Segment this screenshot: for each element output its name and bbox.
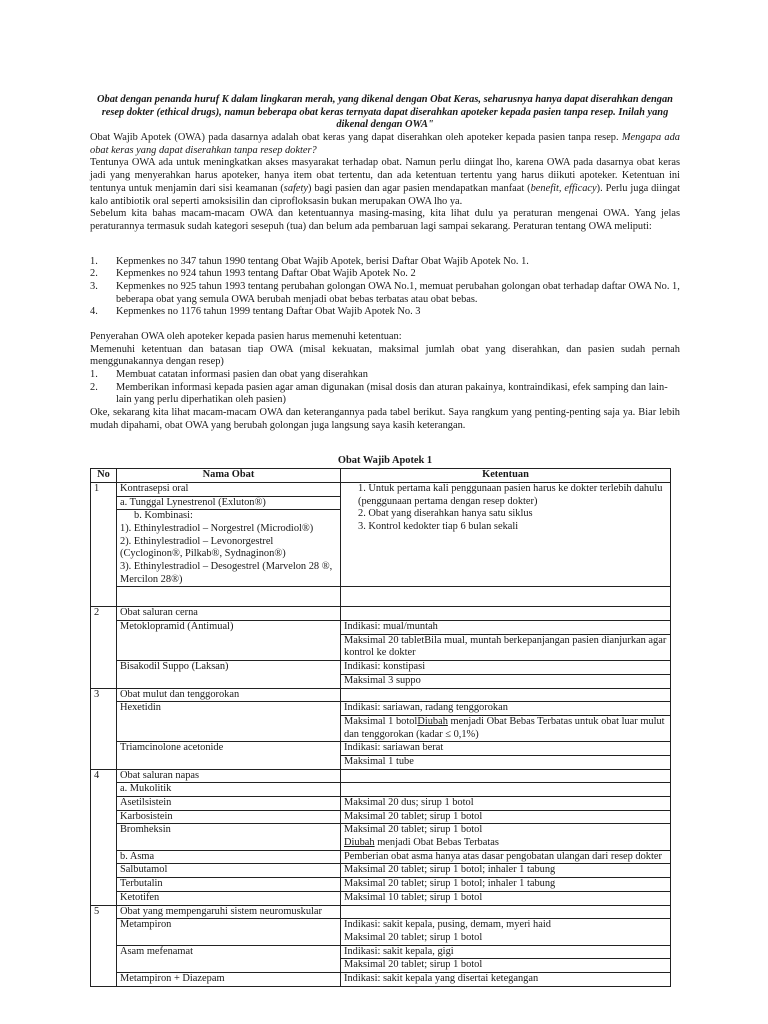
drug-rules: Indikasi: sakit kepala yang disertai ketegangan xyxy=(341,972,671,986)
penyerahan-item xyxy=(90,369,680,382)
kepmenkes-item xyxy=(90,256,680,269)
intro-p1-question: Mengapa ada obat keras yang dapat diserahkan tanpa resep dokter? xyxy=(90,132,680,156)
table-row xyxy=(91,891,671,905)
table-row xyxy=(91,769,671,783)
drug-rules: Maksimal 20 tablet; sirup 1 botol; inhaler 1 tabung xyxy=(341,878,671,892)
header-no: No xyxy=(91,469,117,483)
table-row xyxy=(91,742,671,769)
intro-p1-text: Obat Wajib Apotek (OWA) pada dasarnya adalah obat keras yang dapat diserahkan oleh apoteker kepada pasien tanpa resep. xyxy=(90,132,622,144)
list-number: 2. xyxy=(90,381,98,393)
drug-name: a. Tunggal Lynestrenol (Exluton®) xyxy=(117,497,340,511)
rule-text: Maksimal 1 tube xyxy=(344,755,414,767)
drug-name: 2). Ethinylestradiol – Levonorgestrel (Cycloginon®, Pilkab®, Sydnaginon®) xyxy=(120,535,286,560)
rule-text-part: menjadi Obat Bebas Terbatas untuk obat luar mulut dan tenggorokan (kadar ≤ 0,1%) xyxy=(344,715,665,740)
table-row xyxy=(91,878,671,892)
drug-name: Hexetidin xyxy=(117,702,341,742)
rule-underlined: Diubah xyxy=(344,837,375,849)
list-number: 1. xyxy=(90,255,98,267)
drug-rules: Maksimal 10 tablet; sirup 1 botol xyxy=(341,891,671,905)
row-number: 5 xyxy=(91,905,117,986)
table-row xyxy=(91,607,671,621)
drug-name: Asam mefenamat xyxy=(117,945,341,972)
drug-rules xyxy=(341,661,671,688)
table-row xyxy=(91,661,671,688)
drug-name: 1). Ethinylestradiol – Norgestrel (Microdiol®) xyxy=(120,522,314,534)
rule-text-part: Maksimal 1 botol xyxy=(344,715,418,727)
drug-group-name: Obat saluran cerna xyxy=(117,607,341,621)
penyerahan-item xyxy=(90,382,680,407)
header-nama-obat: Nama Obat xyxy=(117,469,341,483)
intro-paragraph-2 xyxy=(90,157,680,208)
row-number: 2 xyxy=(91,607,117,688)
table-row xyxy=(91,824,671,850)
drug-name: Metoklopramid (Antimual) xyxy=(117,621,341,661)
list-number: 1. xyxy=(90,369,98,381)
rule-text: Indikasi: sakit kepala, pusing, demam, myeri haid xyxy=(344,919,551,931)
rule-text xyxy=(344,716,667,741)
penyerahan-paragraph-1: Penyerahan OWA oleh apoteker kepada pasien harus memenuhi ketentuan: xyxy=(90,331,402,342)
drug-rules: Maksimal 20 tablet; sirup 1 botol xyxy=(341,810,671,824)
table-header-row xyxy=(91,469,671,483)
rule-text: Indikasi: mual/muntah xyxy=(341,621,670,635)
rule-underlined: Diubah xyxy=(417,715,448,727)
kepmenkes-item xyxy=(90,306,680,319)
list-text: Membuat catatan informasi pasien dan obat yang diserahkan xyxy=(116,369,368,381)
table-row xyxy=(91,482,671,587)
table-row xyxy=(91,864,671,878)
spacer xyxy=(90,234,680,256)
drug-rules: Pemberian obat asma hanya atas dasar pengobatan ulangan dari resep dokter xyxy=(341,850,671,864)
row-number: 4 xyxy=(91,769,117,905)
intro-title: Obat dengan penanda huruf K dalam lingkaran merah, yang dikenal dengan Obat Keras, seharusnya hanya dapat diserahkan dengan resep dokter (ethical drugs), namun beberapa obat keras ternyata dapat diserahkan apoteker kepada pasien tanpa resep. Inilah yang dikenal dengan OWA" xyxy=(97,94,673,131)
drug-name: Bisakodil Suppo (Laksan) xyxy=(117,661,341,688)
rule-text-part: menjadi Obat Bebas Terbatas xyxy=(374,837,499,849)
drug-name: Kontrasepsi oral xyxy=(117,483,340,497)
list-text: Memberikan informasi kepada pasien agar aman digunakan (misal dosis dan aturan pakainya, kontraindikasi, efek samping dan lain-lain yang perlu diperhatikan oleh pasien) xyxy=(116,381,668,406)
rule-text: Indikasi: sariawan berat xyxy=(341,742,670,756)
spacer xyxy=(90,319,680,331)
rule-text: Maksimal 3 suppo xyxy=(344,674,421,686)
drug-name: Asetilsistein xyxy=(117,797,341,811)
list-number: 2. xyxy=(90,268,98,280)
table-row xyxy=(91,783,671,797)
rule-text: Indikasi: konstipasi xyxy=(341,661,670,675)
kepmenkes-list xyxy=(90,256,680,319)
intro-paragraph-3: Sebelum kita bahas macam-macam OWA dan ketentuannya masing-masing, kita lihat dulu ya peraturan mengenai OWA. Yang jelas peraturannya termasuk sudah kategori sesepuh (tua) dan belum ada pembaruan lagi sampai sekarang. Peraturan tentang OWA meliputi: xyxy=(90,208,680,232)
drug-name: Terbutalin xyxy=(117,878,341,892)
table-row xyxy=(91,945,671,972)
list-text: Kepmenkes no 1176 tahun 1999 tentang Daftar Obat Wajib Apotek No. 3 xyxy=(116,306,421,318)
drug-rules xyxy=(341,919,671,945)
table-row xyxy=(91,688,671,702)
drug-name: Triamcinolone acetonide xyxy=(117,742,341,769)
table-row xyxy=(91,702,671,742)
list-text: Kepmenkes no 347 tahun 1990 tentang Obat Wajib Apotek, berisi Daftar Obat Wajib Apotek No. 1. xyxy=(116,255,529,267)
drug-subgroup: b. Asma xyxy=(117,850,341,864)
drug-rules: Maksimal 20 dus; sirup 1 botol xyxy=(341,797,671,811)
empty-cell xyxy=(117,587,341,607)
intro-p2-text-c: ). Perlu juga diingat kalo antibiotik oral seperti amoksisilin dan ciprofloksasin bukan merupakan OWA lho ya. xyxy=(90,182,680,207)
drug-name: Metampiron + Diazepam xyxy=(117,972,341,986)
kepmenkes-item xyxy=(90,268,680,281)
drug-rules xyxy=(341,945,671,972)
drug-name: Karbosistein xyxy=(117,810,341,824)
drug-rules xyxy=(341,742,671,769)
drug-name: Salbutamol xyxy=(117,864,341,878)
table-title: Obat Wajib Apotek 1 xyxy=(337,454,433,466)
table-row xyxy=(91,810,671,824)
intro-p2-safety: safety xyxy=(283,182,309,194)
rule-text: Maksimal 20 tablet; sirup 1 botol xyxy=(344,824,483,836)
rule-text xyxy=(344,837,667,850)
list-text: Kepmenkes no 924 tahun 1993 tentang Daftar Obat Wajib Apotek No. 2 xyxy=(116,268,416,280)
drug-name: Bromheksin xyxy=(117,824,341,850)
drug-name: Ketotifen xyxy=(117,891,341,905)
drug-group-name xyxy=(117,482,341,587)
rule-text: Maksimal 20 tabletBila mual, muntah berkepanjangan pasien dianjurkan agar kontrol ke dokter xyxy=(344,634,667,659)
header-ketentuan: Ketentuan xyxy=(341,469,671,483)
table-row xyxy=(91,919,671,945)
row-number: 1 xyxy=(91,482,117,607)
empty-cell xyxy=(341,587,671,607)
empty-cell xyxy=(341,769,671,783)
table-row xyxy=(91,621,671,661)
rule-text: 1. Untuk pertama kali penggunaan pasien harus ke dokter terlebih dahulu (penggunaan pertama dengan resep dokter) xyxy=(358,482,663,507)
list-text: Kepmenkes no 925 tahun 1993 tentang perubahan golongan OWA No.1, memuat perubahan golongan obat terhadap daftar OWA No. 1, beberapa obat yang semula OWA berubah menjadi obat bebas terbatas atau obat bebas. xyxy=(116,280,680,305)
penyerahan-list xyxy=(90,369,680,407)
owa-table xyxy=(90,468,671,986)
intro-p2-text-a: Tentunya OWA ada untuk meningkatkan akses masyarakat terhadap obat. Namun perlu diingat lho, karena OWA pada dasarnya obat keras jadi yang menyerahkan harus apoteker, hanya item obat tertentu, dan ada ketentuan tertentu yang harus diikuti apoteker. Ketentuan ini tentunya untuk menjamin dari sisi keamanan ( xyxy=(90,157,680,194)
penyerahan-paragraph-3: Oke, sekarang kita lihat macam-macam OWA dan keterangannya pada tabel berikut. Saya rangkum yang penting-penting saja ya. Biar lebih mudah dipahami, obat OWA yang berubah golongan juga langsung saya kasih keterangan. xyxy=(90,407,680,431)
document-page xyxy=(90,94,680,987)
drug-group-name: Obat saluran napas xyxy=(117,769,341,783)
empty-cell xyxy=(341,607,671,621)
drug-rules xyxy=(341,482,671,587)
list-number: 3. xyxy=(90,280,98,292)
drug-name: b. Kombinasi: xyxy=(134,510,193,522)
rule-text: 2. Obat yang diserahkan hanya satu siklus xyxy=(358,508,533,520)
table-row xyxy=(91,850,671,864)
drug-name: Metampiron xyxy=(117,919,341,945)
table-row xyxy=(91,587,671,607)
drug-rules: Maksimal 20 tablet; sirup 1 botol; inhaler 1 tabung xyxy=(341,864,671,878)
rule-text: Maksimal 20 tablet; sirup 1 botol xyxy=(344,931,483,943)
rule-text: Maksimal 20 tablet; sirup 1 botol xyxy=(344,959,483,971)
intro-p2-benefit: benefit, efficacy xyxy=(530,182,597,194)
penyerahan-paragraph-2: Memenuhi ketentuan dan batasan tiap OWA (misal kekuatan, maksimal jumlah obat yang diserahkan, dan pasien sudah pernah menggunakannya dengan resep) xyxy=(90,343,680,368)
kepmenkes-item xyxy=(90,281,680,306)
rule-text: Indikasi: sakit kepala, gigi xyxy=(341,946,670,960)
drug-name: 3). Ethinylestradiol – Desogestrel (Marvelon 28 ®, Mercilon 28®) xyxy=(120,561,333,585)
drug-group-name: Obat yang mempengaruhi sistem neuromuskular xyxy=(117,905,341,919)
table-row xyxy=(91,905,671,919)
intro-p2-text-b: ) bagi pasien dan agar pasien mendapatkan manfaat ( xyxy=(308,182,531,194)
drug-rules xyxy=(341,621,671,661)
rule-text: 3. Kontrol kedokter tiap 6 bulan sekali xyxy=(358,520,519,532)
empty-cell xyxy=(341,905,671,919)
table-row xyxy=(91,797,671,811)
intro-paragraph-1 xyxy=(90,132,680,157)
table-row xyxy=(91,972,671,986)
drug-rules xyxy=(341,702,671,742)
row-number: 3 xyxy=(91,688,117,769)
empty-cell xyxy=(341,783,671,797)
drug-group-name: Obat mulut dan tenggorokan xyxy=(117,688,341,702)
drug-subgroup: a. Mukolitik xyxy=(117,783,341,797)
rule-text: Indikasi: sariawan, radang tenggorokan xyxy=(341,702,670,716)
empty-cell xyxy=(341,688,671,702)
list-number: 4. xyxy=(90,306,98,318)
drug-rules xyxy=(341,824,671,850)
